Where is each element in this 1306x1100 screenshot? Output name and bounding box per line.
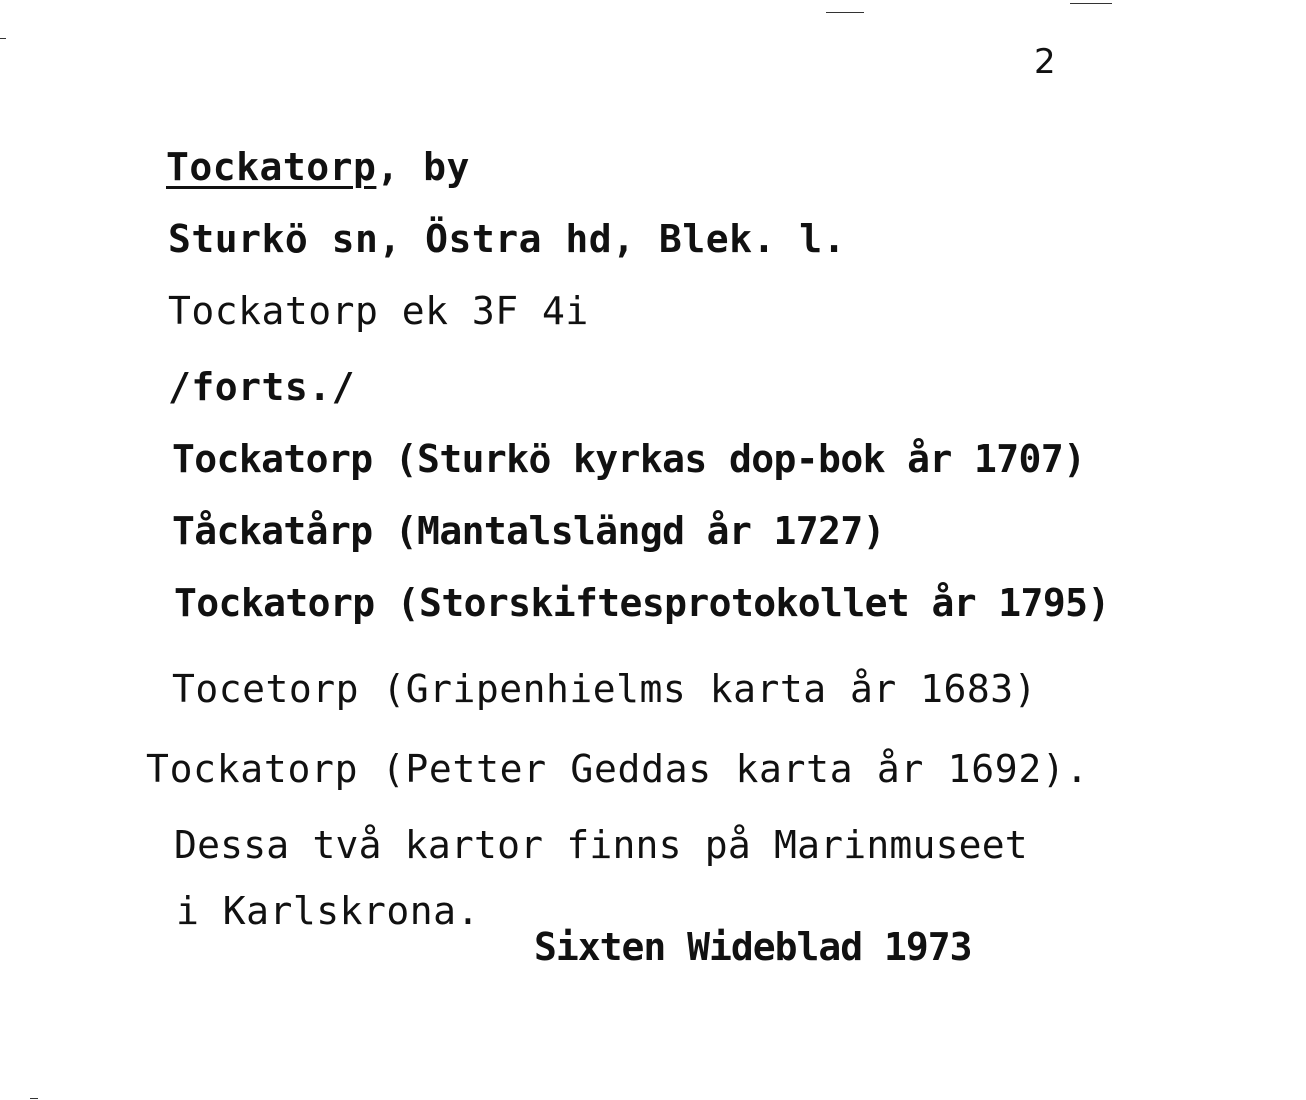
scan-mark	[0, 38, 6, 39]
location-line: Sturkö sn, Östra hd, Blek. l.	[168, 217, 846, 261]
entry-line: Tåckatårp (Mantalslängd år 1727)	[172, 509, 885, 553]
signature: Sixten Wideblad 1973	[534, 925, 972, 969]
heading	[166, 145, 470, 189]
entry-line: Tockatorp (Storskiftesprotokollet år 1795)	[174, 581, 1110, 625]
entry-line: Tocetorp (Gripenhielms karta år 1683)	[172, 667, 1037, 711]
entry-line: Tockatorp (Sturkö kyrkas dop-bok år 1707)	[172, 437, 1086, 481]
map-reference-line: Tockatorp ek 3F 4i	[168, 289, 589, 333]
scan-mark	[30, 1098, 38, 1099]
heading-suffix: , by	[376, 145, 470, 189]
continued-label: /forts./	[168, 365, 356, 409]
page-number: 2	[1034, 42, 1056, 82]
entry-line: Tockatorp (Petter Geddas karta år 1692).	[146, 747, 1090, 791]
scan-mark	[1070, 3, 1112, 4]
note-line: Dessa två kartor finns på Marinmuseet	[174, 823, 1028, 867]
note-line: i Karlskrona.	[176, 889, 480, 933]
scan-mark	[826, 12, 864, 13]
place-name: Tockatorp	[166, 145, 377, 189]
